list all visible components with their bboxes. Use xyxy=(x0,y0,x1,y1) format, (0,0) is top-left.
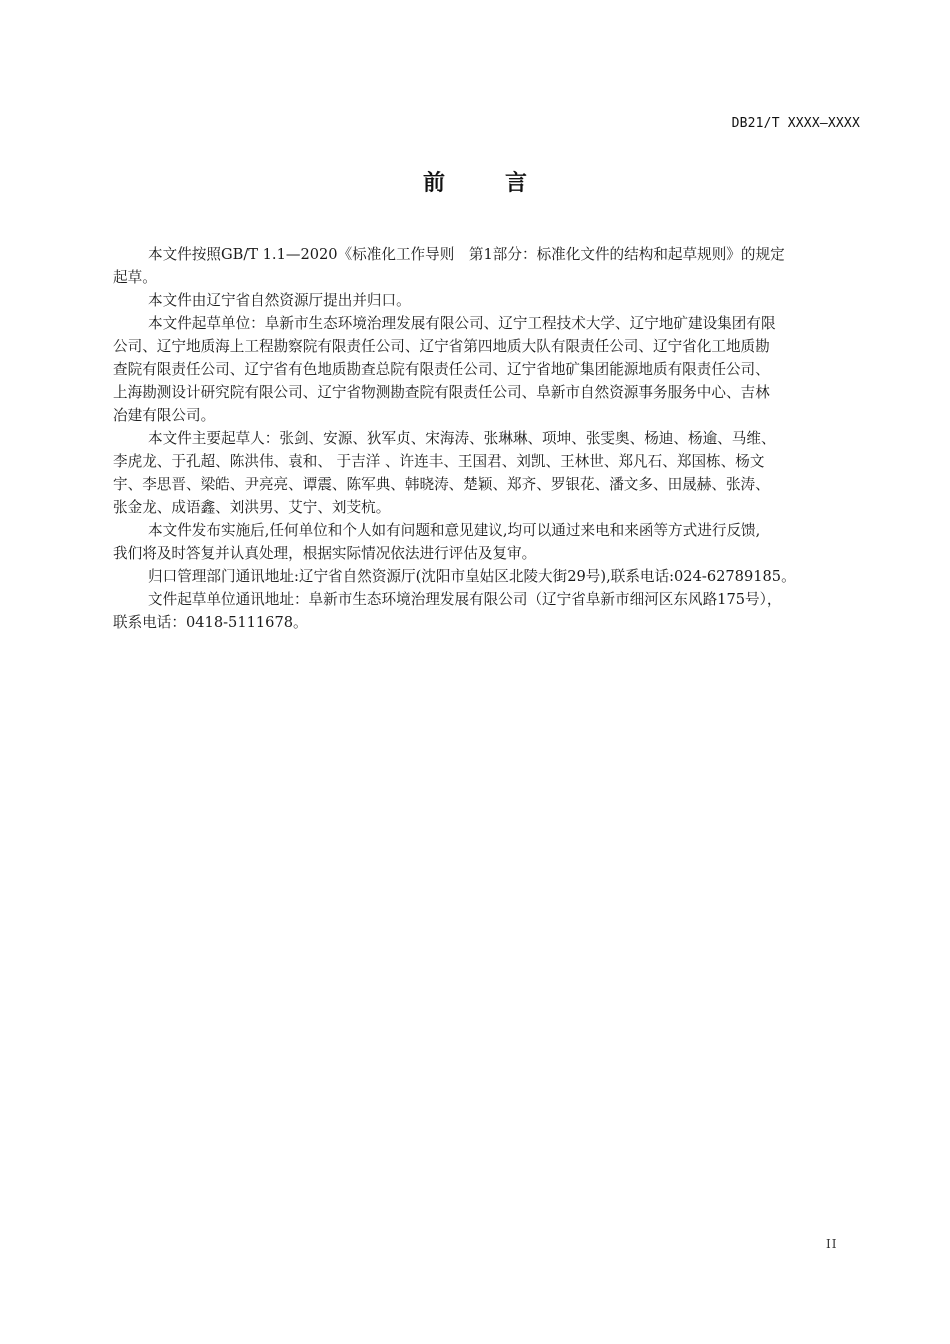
standard-code: DB21/T XXXX—XXXX xyxy=(731,116,860,131)
text-line: 公司、辽宁地质海上工程勘察院有限责任公司、辽宁省第四地质大队有限责任公司、辽宁省化工地质勘 xyxy=(113,338,770,355)
text-line: 我们将及时答复并认真处理，根据实际情况依法进行评估及复审。 xyxy=(113,545,537,562)
text-line: 查院有限责任公司、辽宁省有色地质勘查总院有限责任公司、辽宁省地矿集团能源地质有限责任公司、 xyxy=(113,361,770,378)
text-line: 宇、李思晋、梁皓、尹亮亮、谭震、陈军典、韩晓涛、楚颖、郑齐、罗银花、潘文多、田晟赫、张涛、 xyxy=(113,476,770,493)
text-line: 本文件按照GB/T 1.1—2020《标准化工作导则 第1部分：标准化文件的结构和起草规则》的规定 xyxy=(148,246,785,263)
text-line: 冶建有限公司。 xyxy=(113,407,216,424)
paragraph-proposer xyxy=(113,289,863,312)
text-line: 本文件发布实施后,任何单位和个人如有问题和意见建议,均可以通过来电和来函等方式进行反馈, xyxy=(148,522,761,539)
title-char-2: 言 xyxy=(505,171,528,196)
text-line: 起草。 xyxy=(113,269,157,286)
page-number: II xyxy=(826,1237,838,1251)
paragraph-feedback xyxy=(113,519,863,565)
text-line: 本文件由辽宁省自然资源厅提出并归口。 xyxy=(148,292,411,309)
text-line: 张金龙、成语鑫、刘洪男、艾宁、刘芠杭。 xyxy=(113,499,391,516)
paragraph-main-drafters xyxy=(113,427,863,519)
paragraph-standard-basis xyxy=(113,243,863,289)
paragraph-authority-address xyxy=(113,565,863,588)
paragraph-drafting-units xyxy=(113,312,863,427)
preface-body xyxy=(113,243,863,634)
text-line: 李虎龙、于孔超、陈洪伟、袁和、 于吉洋 、许连丰、王国君、刘凯、王林世、郑凡石、郑国栋、杨文 xyxy=(113,453,765,470)
text-line: 本文件起草单位：阜新市生态环境治理发展有限公司、辽宁工程技术大学、辽宁地矿建设集团有限 xyxy=(148,315,776,332)
page-title xyxy=(0,166,950,197)
text-line: 归口管理部门通讯地址:辽宁省自然资源厅(沈阳市皇姑区北陵大街29号),联系电话:024-62789185。 xyxy=(148,568,796,585)
title-char-1: 前 xyxy=(422,171,445,196)
text-line: 本文件主要起草人：张剑、安源、狄军贞、宋海涛、张琳琳、项坤、张雯奥、杨迪、杨逾、马维、 xyxy=(148,430,776,447)
text-line: 上海勘测设计研究院有限公司、辽宁省物测勘查院有限责任公司、阜新市自然资源事务服务中心、吉林 xyxy=(113,384,770,401)
text-line: 文件起草单位通讯地址：阜新市生态环境治理发展有限公司（辽宁省阜新市细河区东风路175号）， xyxy=(148,591,782,608)
text-line: 联系电话：0418-5111678。 xyxy=(113,614,308,631)
paragraph-drafter-address xyxy=(113,588,863,634)
